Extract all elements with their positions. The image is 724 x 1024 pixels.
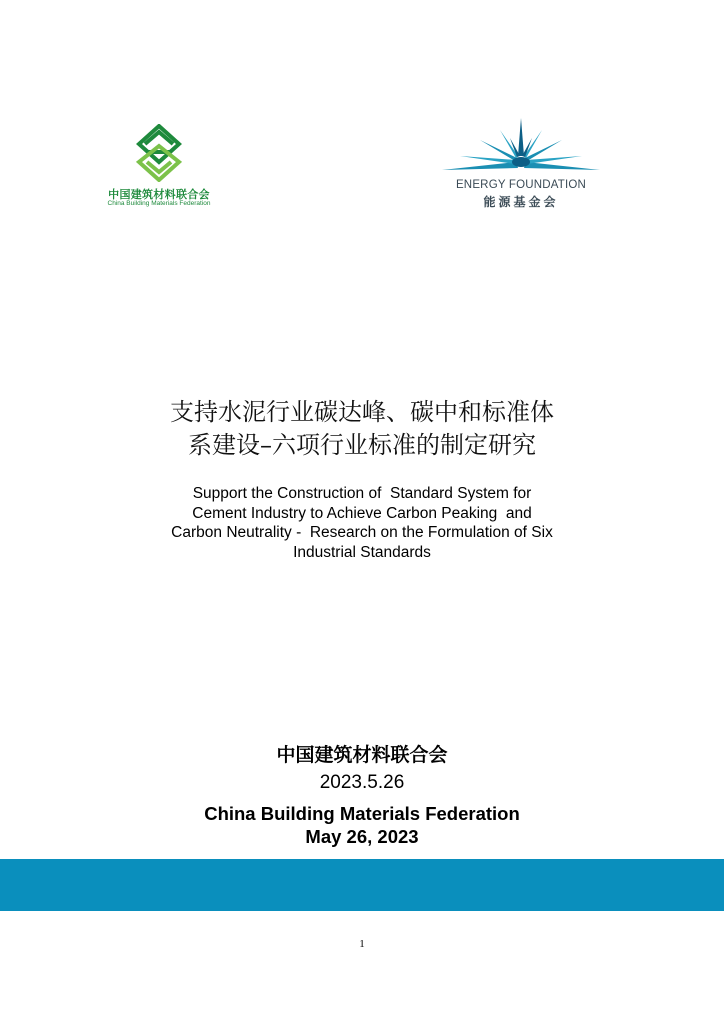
publisher-name-cn: 中国建筑材料联合会 (276, 745, 448, 766)
report-title-en-line: Cement Industry to Achieve Carbon Peaking and (192, 504, 532, 522)
publish-date-numeric: 2023.5.26 (319, 772, 405, 793)
publish-date-en: May 26, 2023 (305, 826, 419, 847)
report-title-en (110, 484, 614, 562)
ef-name-cn: 能源基金会 (483, 195, 559, 209)
cbmf-logo (98, 124, 220, 210)
page-number: 1 (359, 938, 365, 950)
report-title-en-line: Carbon Neutrality - Research on the Formulation of Six (171, 524, 553, 541)
decorative-blue-band (0, 859, 724, 911)
ef-name-en: ENERGY FOUNDATION (455, 179, 587, 191)
cbmf-name-cn: 中国建筑材料联合会 (108, 189, 210, 201)
publisher-name-en: China Building Materials Federation (204, 803, 520, 824)
cbmf-name-en: China Building Materials Federation (107, 200, 211, 207)
report-title-cn-line: 支持水泥行业碳达峰、碳中和标准体 (170, 398, 554, 426)
cbmf-emblem-icon (133, 124, 185, 182)
energy-foundation-starburst-icon (438, 118, 604, 178)
report-title-cn (92, 396, 632, 462)
report-title-en-line: Support the Construction of Standard System for (192, 485, 532, 502)
energy-foundation-logo (438, 118, 604, 214)
report-title-en-line: Industrial Standards (293, 543, 431, 561)
report-title-cn-line: 系建设–六项行业标准的制定研究 (188, 431, 536, 459)
